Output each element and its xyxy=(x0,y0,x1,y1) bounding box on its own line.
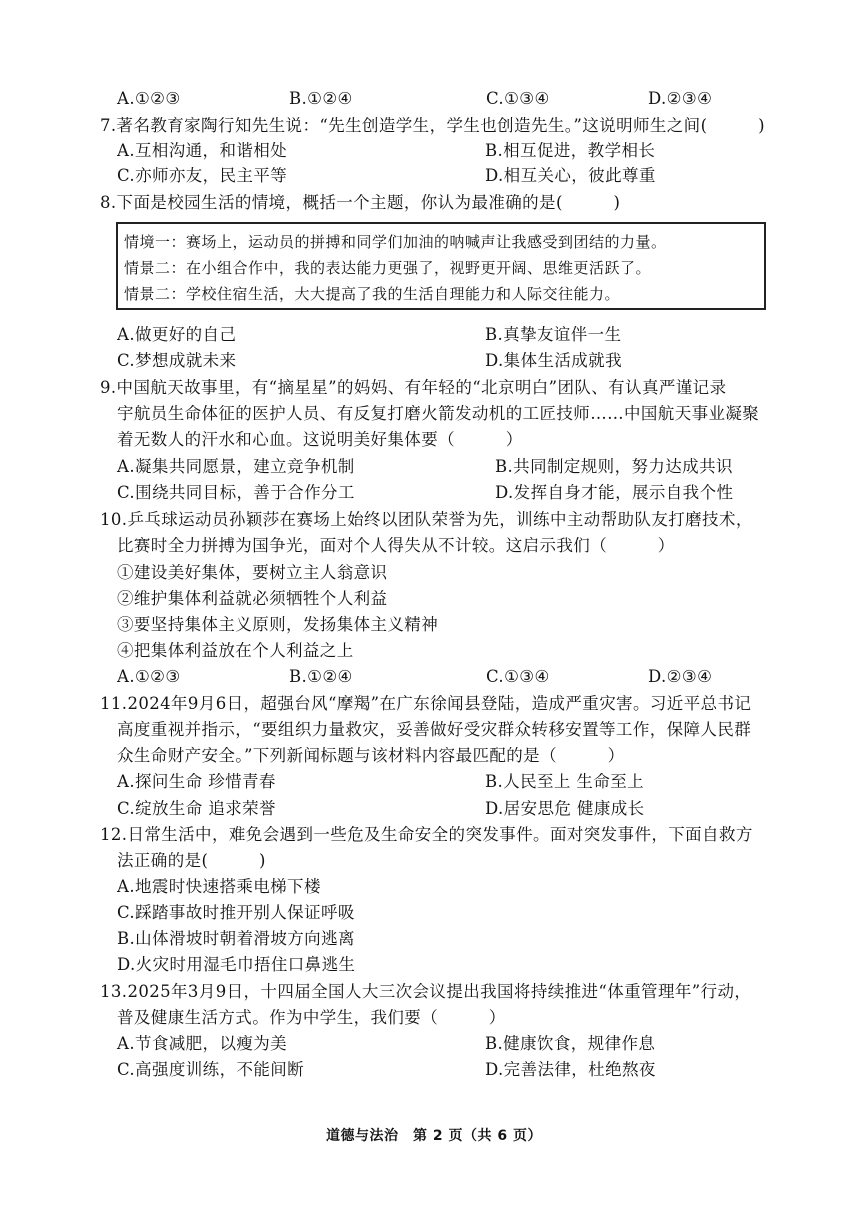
q13-option-d: D.完善法律，杜绝熬夜 xyxy=(485,1060,656,1079)
q8-options-row2 xyxy=(117,350,757,372)
q8-options-row1 xyxy=(117,324,757,346)
q13-option-a: A.节食减肥，以瘦为美 xyxy=(117,1034,288,1053)
q10-statement-1: ①建设美好集体，要树立主人翁意识 xyxy=(117,563,388,582)
q7-options-row2 xyxy=(117,165,757,187)
q8-stem: 8.下面是校园生活的情境，概括一个主题，你认为最准确的是( ) xyxy=(100,193,621,212)
q10-option-c: C.①③④ xyxy=(486,667,550,686)
q10-option-b: B.①②④ xyxy=(289,667,353,686)
q7-stem: 7.著名教育家陶行知先生说：“先生创造学生，学生也创造先生。”这说明师生之间( ) xyxy=(100,116,765,135)
q9-options-row1 xyxy=(117,456,757,478)
q11-option-c: C.绽放生命 追求荣誉 xyxy=(117,799,276,818)
q7-option-a: A.互相沟通，和谐相处 xyxy=(117,141,288,160)
q8-option-d: D.集体生活成就我 xyxy=(485,351,622,370)
q9-option-d: D.发挥自身才能，展示自我个性 xyxy=(495,483,734,502)
q8-option-b: B.真挚友谊伴一生 xyxy=(485,325,622,344)
q8-scenario-1: 情境一：赛场上，运动员的拼搏和同学们加油的呐喊声让我感受到团结的力量。 xyxy=(124,233,667,251)
q9-option-a: A.凝集共同愿景，建立竞争机制 xyxy=(117,457,355,476)
q6-option-d: D.②③④ xyxy=(648,89,713,108)
q12-option-d: D.火灾时用湿毛巾捂住口鼻逃生 xyxy=(117,955,356,974)
q6-option-b: B.①②④ xyxy=(289,89,353,108)
q9-options-row2 xyxy=(117,482,757,504)
q11-stem-line2: 高度重视并指示，“要组织力量救灾，妥善做好受灾群众转移安置等工作，保障人民群 xyxy=(117,720,752,739)
q10-stem-line2: 比赛时全力拼搏为国争光，面对个人得失从不计较。这启示我们（ ） xyxy=(117,536,675,555)
q8-option-c: C.梦想成就未来 xyxy=(117,351,237,370)
q8-scenario-2: 情景二：在小组合作中，我的表达能力更强了，视野更开阔、思维更活跃了。 xyxy=(124,259,652,277)
q12-option-b: B.山体滑坡时朝着滑坡方向逃离 xyxy=(117,929,355,948)
q9-stem-line3: 着无数人的汗水和心血。这说明美好集体要（ ） xyxy=(117,430,523,449)
q9-stem-line2: 宇航员生命体征的医护人员、有反复打磨火箭发动机的工匠技师……中国航天事业凝聚 xyxy=(117,404,760,423)
q9-stem-line1: 9.中国航天故事里，有“摘星星”的妈妈、有年轻的“北京明白”团队、有认真严谨记录 xyxy=(100,378,727,397)
q11-option-b: B.人民至上 生命至上 xyxy=(485,772,645,791)
q10-stem-line1: 10.乒乓球运动员孙颖莎在赛场上始终以团队荣誉为先，训练中主动帮助队友打磨技术， xyxy=(100,510,753,529)
q13-options-row1 xyxy=(117,1033,757,1055)
q12-stem-line1: 12.日常生活中，难免会遇到一些危及生命安全的突发事件。面对突发事件，下面自救方 xyxy=(100,825,753,844)
q6-option-c: C.①③④ xyxy=(486,89,550,108)
q10-statement-3: ③要坚持集体主义原则，发扬集体主义精神 xyxy=(117,615,439,634)
q10-option-d: D.②③④ xyxy=(648,667,713,686)
q8-scenario-3: 情景二：学校住宿生活，大大提高了我的生活自理能力和人际交往能力。 xyxy=(124,285,621,303)
page-footer: 道德与法治 第 2 页（共 6 页） xyxy=(326,1128,542,1144)
q6-options xyxy=(117,88,757,110)
q11-options-row1 xyxy=(117,771,757,793)
q11-option-d: D.居安思危 健康成长 xyxy=(485,799,645,818)
q11-options-row2 xyxy=(117,798,757,820)
q9-option-c: C.围绕共同目标，善于合作分工 xyxy=(117,483,355,502)
q10-options xyxy=(117,666,757,688)
q13-stem-line1: 13.2025年3月9日，十四届全国人大三次会议提出我国将持续推进“体重管理年”行动， xyxy=(100,982,752,1001)
q13-stem-line2: 普及健康生活方式。作为中学生，我们要（ ） xyxy=(117,1008,506,1027)
q8-option-a: A.做更好的自己 xyxy=(117,325,237,344)
q11-option-a: A.探问生命 珍惜青春 xyxy=(117,772,276,791)
q10-statement-4: ④把集体利益放在个人利益之上 xyxy=(117,641,354,660)
q13-options-row2 xyxy=(117,1059,757,1081)
q11-stem-line1: 11.2024年9月6日，超强台风“摩羯”在广东徐闻县登陆，造成严重灾害。习近平总书记 xyxy=(100,694,752,713)
q7-options-row1 xyxy=(117,140,757,162)
q7-option-c: C.亦师亦友，民主平等 xyxy=(117,166,288,185)
q7-option-d: D.相互关心，彼此尊重 xyxy=(485,166,656,185)
q10-option-a: A.①②③ xyxy=(117,667,181,686)
q7-option-b: B.相互促进，教学相长 xyxy=(485,141,656,160)
q11-stem-line3: 众生命财产安全。”下列新闻标题与该材料内容最匹配的是（ ） xyxy=(117,746,625,765)
q13-option-c: C.高强度训练，不能间断 xyxy=(117,1060,305,1079)
q12-option-a: A.地震时快速搭乘电梯下楼 xyxy=(117,877,321,896)
q13-option-b: B.健康饮食，规律作息 xyxy=(485,1034,656,1053)
q12-stem-line2: 法正确的是( ) xyxy=(117,851,266,870)
q10-statement-2: ②维护集体利益就必须牺牲个人利益 xyxy=(117,589,388,608)
q12-option-c: C.踩踏事故时推开别人保证呼吸 xyxy=(117,903,355,922)
q8-scenario-box xyxy=(116,222,766,310)
q9-option-b: B.共同制定规则，努力达成共识 xyxy=(495,457,733,476)
q6-option-a: A.①②③ xyxy=(117,89,181,108)
